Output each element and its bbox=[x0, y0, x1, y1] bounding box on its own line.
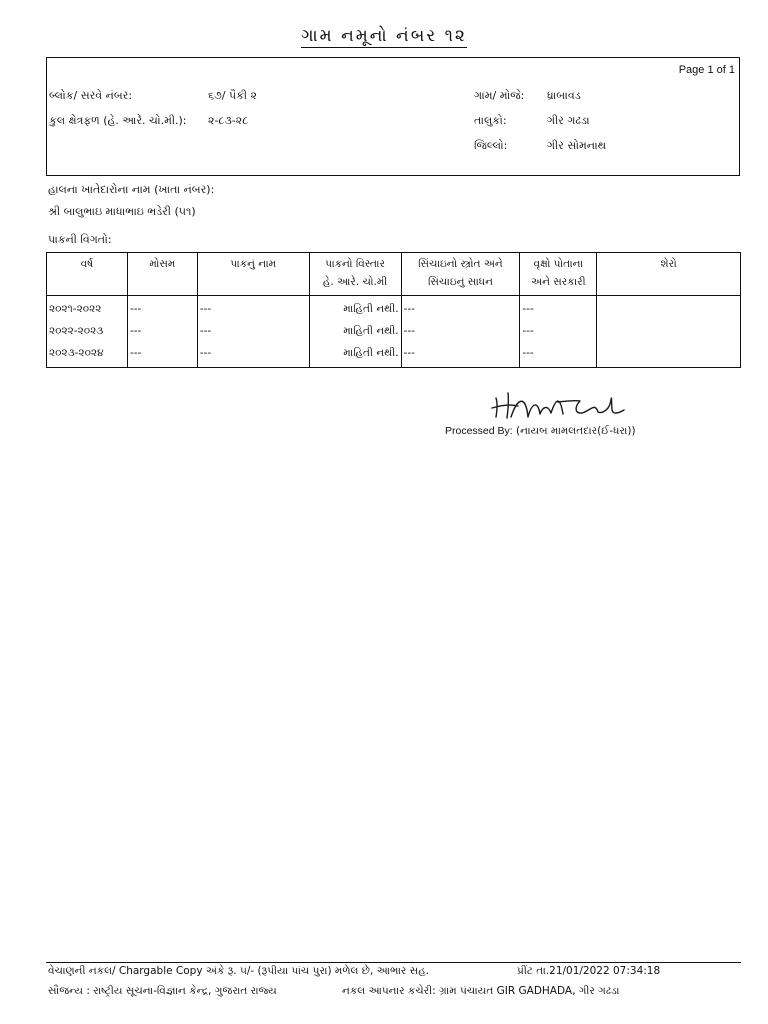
crop-details-heading: પાકની વિગતો: bbox=[48, 233, 112, 246]
taluka-value: ગીર ગઢડા bbox=[547, 114, 590, 127]
taluka-label: તાલુકો: bbox=[474, 114, 507, 127]
village-label: ગામ/ મોજે: bbox=[474, 89, 525, 102]
footer-divider bbox=[46, 962, 741, 963]
village-value: ધ્રાબાવડ bbox=[547, 89, 581, 102]
owners-heading: હાલના ખાતેદારોના નામ (ખાતા નંબર): bbox=[48, 183, 215, 196]
cell-crop-area: માહિતી નથી. bbox=[309, 342, 401, 368]
table-row bbox=[47, 342, 741, 368]
footer-charge-note: વેચાણની નકલ/ Chargable Copy અંકે રૂ. ૫/- (રૂપીયા પાંચ પુરા) મળેલ છે, આભાર સહ. bbox=[48, 965, 429, 977]
crop-details-table bbox=[46, 252, 741, 368]
processed-by-label: Processed By: bbox=[445, 425, 513, 437]
table-row bbox=[47, 320, 741, 342]
cell-irrigation: --- bbox=[401, 320, 520, 342]
document-title bbox=[0, 26, 768, 46]
cell-year: ૨૦૨૩-૨૦૨૪ bbox=[47, 342, 128, 368]
cell-irrigation: --- bbox=[401, 296, 520, 321]
land-info-box bbox=[46, 57, 740, 176]
col-header-crop-name: પાકનું નામ bbox=[197, 253, 309, 296]
cell-season: --- bbox=[127, 342, 197, 368]
cell-trees: --- bbox=[520, 296, 597, 321]
col-header-year: વર્ષ bbox=[47, 253, 128, 296]
district-value: ગીર સોમનાથ bbox=[547, 139, 607, 152]
block-survey-value: ૬૭/ પૈકી ૨ bbox=[208, 89, 258, 102]
cell-crop-area: માહિતી નથી. bbox=[309, 296, 401, 321]
cell-season: --- bbox=[127, 320, 197, 342]
processed-by bbox=[445, 425, 636, 438]
block-survey-label: બ્લોક/ સરવે નંબર: bbox=[49, 89, 133, 102]
cell-year: ૨૦૨૧-૨૦૨૨ bbox=[47, 296, 128, 321]
cell-remarks bbox=[597, 296, 741, 321]
col-header-irrigation: સિંચાઇનો સ્ત્રોત અને સિંચાઇનું સાધન bbox=[401, 253, 520, 296]
district-label: જિલ્લો: bbox=[474, 139, 508, 152]
col-header-crop-area: પાકનો વિસ્તાર હે. આરે. ચો.મી bbox=[309, 253, 401, 296]
footer-courtesy: સૌજન્ય : રાષ્ટ્રીય સૂચના-વિજ્ઞાન કેન્દ્ર, ગુજરાત રાજ્ય bbox=[48, 985, 277, 997]
cell-season: --- bbox=[127, 296, 197, 321]
cell-crop-name: --- bbox=[197, 342, 309, 368]
cell-trees: --- bbox=[520, 320, 597, 342]
cell-irrigation: --- bbox=[401, 342, 520, 368]
page-indicator: Page 1 of 1 bbox=[678, 64, 735, 76]
cell-year: ૨૦૨૨-૨૦૨૩ bbox=[47, 320, 128, 342]
area-label: કુલ ક્ષેત્રફળ (હે. આરે. ચો.મી.): bbox=[49, 114, 187, 127]
cell-remarks bbox=[597, 320, 741, 342]
cell-crop-area: માહિતી નથી. bbox=[309, 320, 401, 342]
footer-issuing-office: નકલ આપનાર કચેરી: ગ્રામ પંચાયત GIR GADHADA, ગીર ગઢડા bbox=[342, 985, 620, 997]
document-title-text: ગામ નમૂનો નંબર ૧૨ bbox=[301, 26, 467, 46]
owner-name: શ્રી બાલુભાઇ માધાભાઇ ભડેરી (૫૧) bbox=[48, 205, 196, 218]
footer-print-date: પ્રીંટ તા.21/01/2022 07:34:18 bbox=[517, 965, 661, 977]
cell-crop-name: --- bbox=[197, 320, 309, 342]
cell-remarks bbox=[597, 342, 741, 368]
table-header-row bbox=[47, 253, 741, 296]
processed-by-value: (નાયબ મામલતદાર(ઈ-ધરા)) bbox=[516, 425, 636, 437]
col-header-remarks: શેરો bbox=[597, 253, 741, 296]
signature-image bbox=[488, 384, 628, 424]
col-header-season: મોસમ bbox=[127, 253, 197, 296]
col-header-trees: વૃક્ષો પોતાના અને સરકારી bbox=[520, 253, 597, 296]
cell-crop-name: --- bbox=[197, 296, 309, 321]
cell-trees: --- bbox=[520, 342, 597, 368]
table-row bbox=[47, 296, 741, 321]
area-value: ૨-૮૩-૨૮ bbox=[208, 114, 249, 127]
